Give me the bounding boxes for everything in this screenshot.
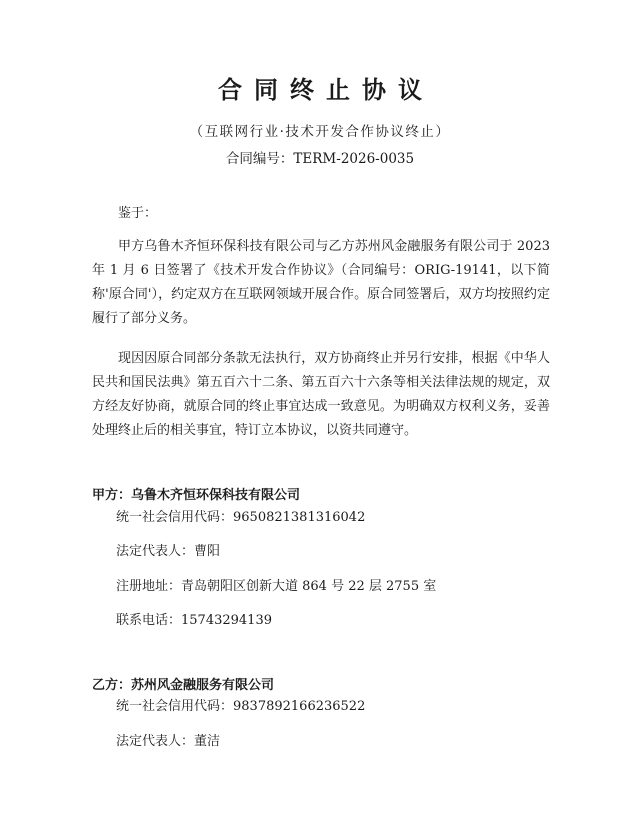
- document-title: 合同终止协议: [218, 76, 434, 104]
- party-a-heading: 甲方：乌鲁木齐恒环保科技有限公司: [92, 488, 301, 503]
- party-b-credit-code: 统一社会信用代码：9837892166236522: [116, 699, 366, 714]
- contract-number: TERM-2026-0035: [293, 151, 415, 167]
- whereas-heading: 鉴于：: [118, 206, 158, 221]
- party-a-address: 注册地址：青岛朝阳区创新大道 864 号 22 层 2755 室: [116, 579, 437, 594]
- document-subtitle: （互联网行业·技术开发合作协议终止）: [189, 124, 451, 140]
- party-b-heading: 乙方：苏州风金融服务有限公司: [92, 678, 275, 693]
- contract-number-line: [0, 149, 640, 169]
- party-a-legal-rep: 法定代表人：曹阳: [116, 544, 221, 559]
- party-a-credit-code: 统一社会信用代码：9650821381316042: [116, 510, 366, 525]
- recital-paragraph-2: 现因因原合同部分条款无法执行，双方协商终止并另行安排，根据《中华人民共和国民法典》第五百六十二条、第五百六十六条等相关法律法规的规定，双方经友好协商，就原合同的终止事宜达成一致意见。为明确双方权利义务，妥善处理终止后的相关事宜，特订立本协议，以资共同遵守。: [92, 351, 550, 438]
- contract-number-label: 合同编号：: [225, 151, 294, 167]
- party-b-legal-rep: 法定代表人：董洁: [116, 734, 221, 749]
- party-a-phone: 联系电话：15743294139: [116, 613, 272, 628]
- recital-paragraph-1: 甲方乌鲁木齐恒环保科技有限公司与乙方苏州风金融服务有限公司于 2023 年 1 月 6 日签署了《技术开发合作协议》（合同编号：ORIG-19141，以下简称'原合同'），约定双方在互联网领域开展合作。原合同签署后，双方均按照约定履行了部分义务。: [92, 239, 550, 326]
